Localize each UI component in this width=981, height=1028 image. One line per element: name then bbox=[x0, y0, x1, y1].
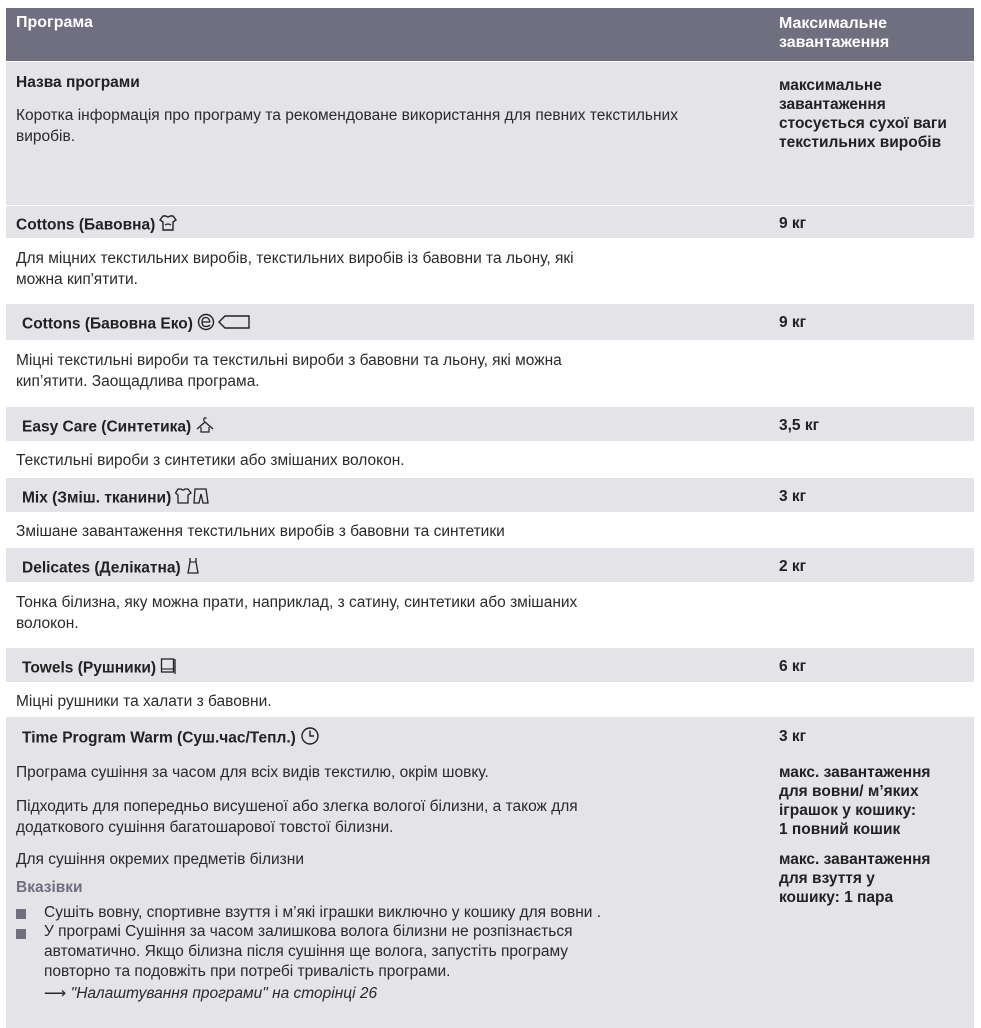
arrow-right-icon: ⟶ bbox=[44, 985, 67, 1002]
dress-icon bbox=[185, 557, 201, 580]
program-desc-row bbox=[6, 238, 974, 304]
program-desc: Міцні текстильні вироби та текстильні вироби з бавовни та льону, які можна кип’ятити. Заощадлива програма. bbox=[16, 352, 562, 390]
legend-desc: Коротка інформація про програму та рекомендоване використання для певних текстильних виробів. bbox=[16, 107, 678, 145]
program-desc: Міцні рушники та халати з бавовни. bbox=[16, 693, 272, 710]
program-title-row bbox=[6, 205, 974, 238]
time-program-desc-1: Програма сушіння за часом для всіх видів текстилю, окрім шовку. bbox=[16, 764, 489, 781]
program-name: Cottons (Бавовна) bbox=[16, 214, 756, 237]
bullet-icon bbox=[16, 929, 26, 939]
hints-title: Вказівки bbox=[16, 879, 83, 896]
legend-load: максимальне завантаження стосується сухої ваги текстильних виробів bbox=[779, 77, 947, 151]
program-desc: Для міцних текстильних виробів, текстильних виробів із бавовни та льону, які можна кип'ятити. bbox=[16, 250, 574, 288]
header-max-load: Максимальне завантаження bbox=[779, 15, 890, 51]
program-load: 9 кг bbox=[779, 215, 807, 232]
program-load: 2 кг bbox=[779, 558, 807, 575]
time-program-desc-2: Підходить для попередньо висушеної або злегка вологої білизни, а також для додаткового сушіння багатошарової товстої білизни. bbox=[16, 798, 578, 836]
program-desc-row bbox=[6, 582, 974, 648]
towel-icon bbox=[160, 657, 178, 680]
time-program-desc-3: Для сушіння окремих предметів білизни bbox=[16, 851, 304, 868]
program-load: 3 кг bbox=[779, 488, 807, 505]
legend-row bbox=[6, 61, 974, 205]
hint-1: Сушіть вовну, спортивне взуття і м’які іграшки виключно у кошику для вовни . bbox=[44, 904, 602, 921]
program-title-row bbox=[6, 648, 974, 682]
program-name: Easy Care (Синтетика) bbox=[22, 416, 762, 439]
program-title-row bbox=[6, 304, 974, 340]
program-desc: Текстильні вироби з синтетики або змішаних волокон. bbox=[16, 452, 405, 469]
shoes-load: макс. завантаження для взуття у кошику: 1 пара bbox=[779, 851, 931, 906]
legend-name: Назва програми bbox=[16, 74, 140, 91]
wool-load: макс. завантаження для вовни/ м’яких іграшок у кошику: 1 повний кошик bbox=[779, 764, 931, 838]
program-name: Towels (Рушники) bbox=[22, 657, 762, 680]
program-title-row bbox=[6, 548, 974, 582]
program-desc: Тонка білизна, яку можна прати, наприклад, з сатину, синтетики або змішаних волокон. bbox=[16, 594, 578, 632]
header-program: Програма bbox=[16, 14, 93, 31]
mix-icon bbox=[175, 487, 209, 510]
table-header bbox=[6, 8, 974, 61]
hint-2: У програмі Сушіння за часом залишкова волога білизни не розпізнається автоматично. Якщо білизна після сушіння ще волога, запустіть програму повторно та подовжіть при потребі тривалість програми. bbox=[44, 923, 573, 980]
program-title-row bbox=[6, 407, 974, 441]
bullet-icon bbox=[16, 909, 26, 919]
program-title-row bbox=[6, 478, 974, 512]
page-reference-link[interactable] bbox=[44, 983, 784, 1004]
eco-icon bbox=[197, 313, 251, 336]
hanger-icon bbox=[195, 416, 215, 439]
program-desc-row bbox=[6, 682, 974, 717]
program-desc-row bbox=[6, 441, 974, 478]
program-name: Mix (Зміш. тканини) bbox=[22, 487, 762, 510]
program-desc: Змішане завантаження текстильних виробів з бавовни та синтетики bbox=[16, 523, 505, 540]
program-name: Time Program Warm (Суш.час/Тепл.) bbox=[22, 726, 762, 751]
clock-icon bbox=[300, 726, 320, 751]
program-load: 9 кг bbox=[779, 314, 807, 331]
program-name: Delicates (Делікатна) bbox=[22, 557, 762, 580]
program-load: 3 кг bbox=[779, 728, 807, 745]
program-desc-row bbox=[6, 512, 974, 548]
cottons-shirt-icon bbox=[159, 214, 177, 237]
program-load: 3,5 кг bbox=[779, 417, 820, 434]
program-desc-row bbox=[6, 340, 974, 407]
link-text[interactable]: "Налаштування програми" на сторінці 26 bbox=[70, 985, 378, 1002]
program-name: Cottons (Бавовна Еко) bbox=[22, 313, 762, 336]
program-load: 6 кг bbox=[779, 658, 807, 675]
